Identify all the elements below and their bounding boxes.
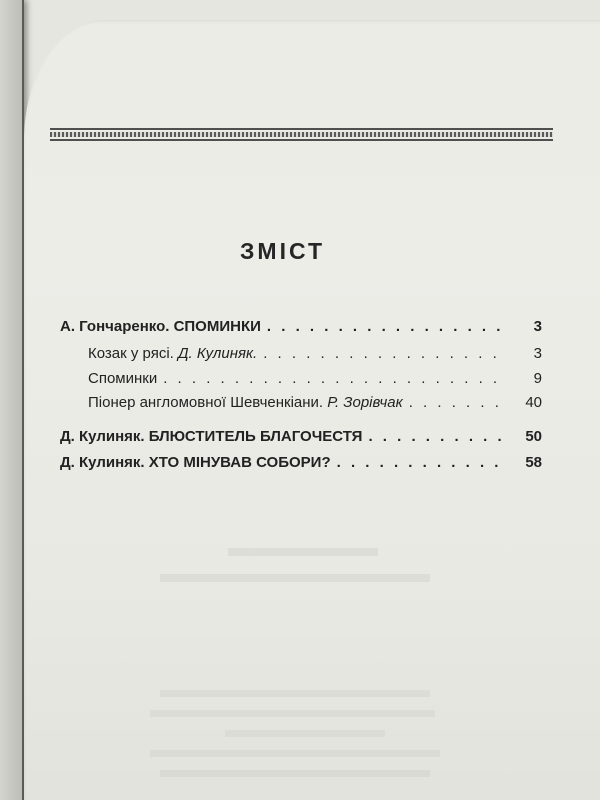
toc-entry (60, 318, 542, 335)
show-through-text (225, 730, 385, 737)
toc-entry-title (88, 345, 257, 362)
toc-entry (88, 394, 542, 411)
toc-entry-author: Д. Кулиняк. (178, 345, 258, 362)
toc-leader-dots (263, 345, 508, 362)
toc-leader-dots (163, 370, 508, 387)
show-through-text (160, 770, 430, 777)
toc-entry-title: Д. Кулиняк. БЛЮСТИТЕЛЬ БЛАГОЧЕСТЯ (60, 428, 363, 445)
toc-entry-text: Піонер англомовної Шевченкіани. (88, 394, 328, 411)
toc-entry (60, 454, 542, 471)
toc-entry (88, 345, 542, 362)
contents-title: ЗМІСТ (240, 238, 326, 264)
show-through-text (160, 690, 430, 697)
toc-entry-title (88, 394, 403, 411)
show-through-text (150, 750, 440, 757)
show-through-text (228, 548, 378, 556)
toc-entry (88, 370, 542, 387)
toc-page-number: 9 (533, 370, 542, 387)
toc-page-number: 3 (533, 345, 542, 362)
toc-entry-title: А. Гончаренко. СПОМИНКИ (60, 318, 261, 335)
toc-leader-dots (337, 454, 508, 471)
toc-entry-author: Р. Зорівчак (327, 394, 403, 411)
toc-entry-title: Споминки (88, 370, 158, 387)
adjacent-page-edge (0, 0, 24, 800)
toc-leader-dots (267, 318, 508, 335)
toc-leader-dots (368, 428, 508, 445)
toc-entry-title: Д. Кулиняк. ХТО МІНУВАВ СОБОРИ? (60, 454, 331, 471)
toc-page-number: 58 (525, 454, 542, 471)
decorative-header-rule (50, 128, 553, 142)
toc-page-number: 40 (525, 394, 542, 411)
toc-entry (60, 428, 542, 445)
show-through-text (160, 574, 430, 582)
rule-line-bottom (50, 139, 553, 141)
show-through-text (150, 710, 435, 717)
toc-entry-text: Козак у рясі. (88, 345, 178, 362)
rule-line-top (50, 128, 553, 130)
toc-page-number: 50 (525, 428, 542, 445)
toc-page-number: 3 (533, 318, 542, 335)
toc-leader-dots (409, 394, 508, 411)
rule-pattern (50, 132, 553, 137)
